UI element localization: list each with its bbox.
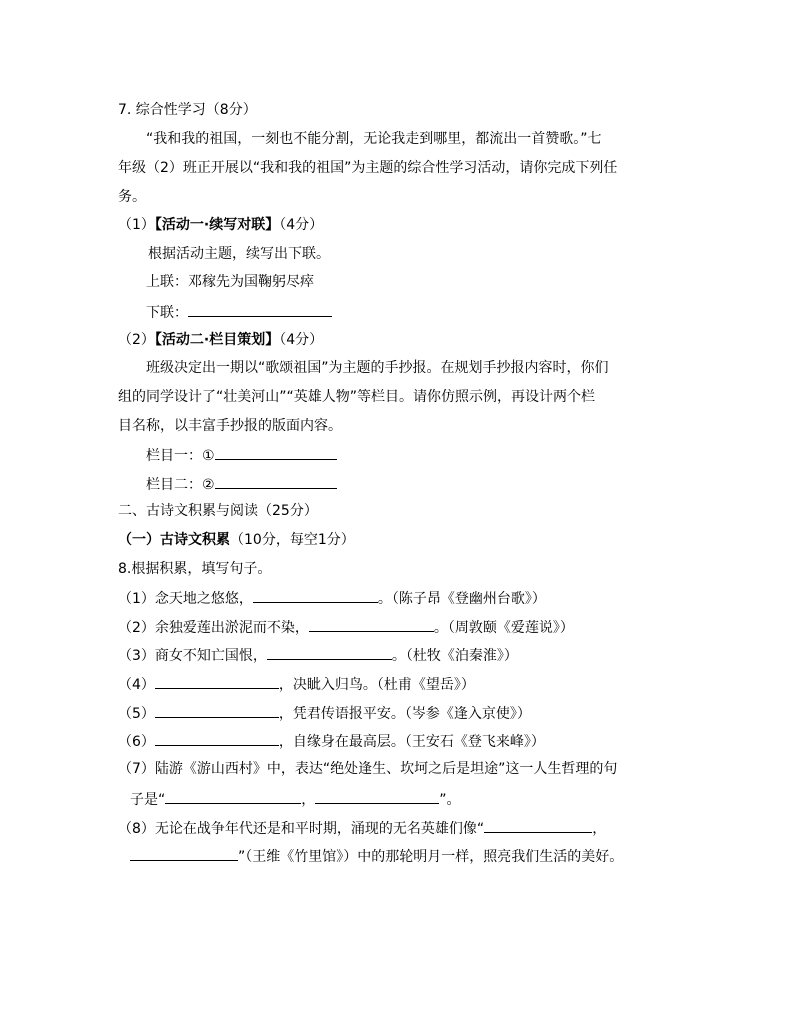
lower-couplet-blank[interactable] (188, 301, 332, 317)
column-1-blank[interactable] (215, 444, 337, 460)
q8-item-7-line-1 (118, 759, 617, 779)
q8-item-3-post: 。（杜牧《泊秦淮》） (391, 648, 518, 664)
q8-item-7-label: （7） (118, 761, 155, 777)
q7-intro-line-1: “我和我的祖国，一刻也不能分割，无论我走到哪里，都流出一首赞歌。”七 (146, 131, 602, 147)
q8-item-1-label: （1） (118, 591, 155, 607)
q8-item-6 (118, 730, 545, 752)
section2-subheading: （一）古诗文积累 (118, 532, 230, 548)
section2-subscore: （10分，每空1分） (230, 532, 355, 548)
q7-part1-lower-label: 下联： (146, 305, 188, 321)
q8-item-3-label: （3） (118, 648, 155, 664)
q7-part1-instruction: 根据活动主题，续写出下联。 (148, 246, 330, 262)
column-2-blank[interactable] (215, 473, 337, 489)
q8-item-2-pre: 余独爱莲出淤泥而不染， (154, 620, 309, 636)
q7-part2-label: （2） (118, 332, 155, 348)
q8-item-5-label: （5） (118, 706, 155, 722)
q8-item-6-label: （6） (118, 734, 155, 750)
q8-item-7-line-2 (130, 788, 461, 810)
q7-part2-text-2: 组的同学设计了“壮美河山”“英雄人物”等栏目。请你仿照示例，再设计两个栏 (118, 389, 596, 405)
q7-title: 7. 综合性学习（8分） (118, 102, 257, 118)
q8-item-7-line2-mid: ， (301, 792, 316, 808)
q8-item-6-blank[interactable] (155, 730, 279, 746)
q8-item-8-blank-1[interactable] (484, 817, 592, 833)
q8-item-1-pre: 念天地之悠悠， (154, 591, 253, 607)
q7-part1-heading: 【活动一·续写对联】 (154, 217, 280, 233)
q8-item-8-line-2 (130, 845, 623, 867)
section2-title: 二、古诗文积累与阅读（25分） (118, 503, 318, 519)
q8-item-2-post: 。（周敦颐《爱莲说》） (433, 620, 574, 636)
q8-item-7-line2-post: ”。 (439, 792, 461, 808)
q8-item-4-label: （4） (118, 677, 155, 693)
q8-item-4-post: ，决眦入归鸟。（杜甫《望岳》） (278, 677, 475, 693)
q8-item-7-blank-1[interactable] (165, 788, 301, 804)
q7-part2-column-2-label: 栏目二：② (146, 477, 215, 493)
q8-item-1-post: 。（陈子昂《登幽州台歌》） (377, 591, 546, 607)
q8-item-8-label: （8） (118, 821, 155, 837)
q7-part2-score: （4分） (279, 332, 324, 348)
q7-part1-upper-couplet: 上联：邓稼先为国鞠躬尽瘁 (146, 274, 314, 290)
q8-item-7-text: 陆游《游山西村》中，表达“绝处逢生、坎坷之后是坦途”这一人生哲理的句 (154, 761, 618, 777)
q8-item-8-line-1 (118, 817, 606, 839)
q8-item-5-blank[interactable] (155, 702, 279, 718)
q8-item-1 (118, 587, 546, 609)
q8-item-2 (118, 616, 574, 638)
q8-item-8-blank-2[interactable] (130, 845, 238, 861)
q8-item-8-text: 无论在战争年代还是和平时期，涌现的无名英雄们像“ (154, 821, 485, 837)
q8-item-8-text-end: ， (592, 821, 607, 837)
q7-part2-text-1: 班级决定出一期以“歌颂祖国”为主题的手抄报。在规划手抄报内容时，你们 (146, 360, 609, 376)
q7-part1-heading-line (118, 215, 323, 235)
q7-intro-line-3: 务。 (118, 189, 146, 205)
q7-part2-heading-line (118, 330, 323, 350)
q7-part2-column-2-line (146, 473, 337, 495)
q8-item-3-blank[interactable] (267, 644, 392, 660)
q8-item-2-label: （2） (118, 620, 155, 636)
section2-subheading-line (118, 530, 355, 550)
q8-item-3-pre: 商女不知亡国恨， (154, 648, 267, 664)
q7-part2-column-1-line (146, 444, 337, 466)
q8-item-1-blank[interactable] (253, 587, 378, 603)
q7-part2-text-3: 目名称，以丰富手抄报的版面内容。 (118, 418, 342, 434)
q8-item-7-blank-2[interactable] (315, 788, 439, 804)
q8-item-4 (118, 673, 475, 695)
q8-item-3 (118, 644, 518, 666)
q7-part2-column-1-label: 栏目一：① (146, 448, 215, 464)
q8-item-2-blank[interactable] (309, 616, 434, 632)
q8-item-5 (118, 702, 531, 724)
q8-item-6-post: ，自缘身在最高层。（王安石《登飞来峰》） (278, 734, 545, 750)
q8-item-8-line2-post: ”（王维《竹里馆》）中的那轮明月一样，照亮我们生活的美好。 (238, 849, 624, 865)
q7-part1-label: （1） (118, 217, 155, 233)
q7-part2-heading: 【活动二·栏目策划】 (154, 332, 280, 348)
q7-part1-lower-couplet-line (146, 301, 332, 323)
q7-intro-line-2: 年级（2）班正开展以“我和我的祖国”为主题的综合性学习活动，请你完成下列任 (118, 160, 618, 176)
q7-part1-score: （4分） (279, 217, 324, 233)
q8-title: 8.根据积累，填写句子。 (118, 561, 272, 577)
q8-item-7-line2-pre: 子是“ (130, 792, 166, 808)
q8-item-4-blank[interactable] (155, 673, 279, 689)
q8-item-5-post: ，凭君传语报平安。（岑参《逢入京使》） (278, 706, 531, 722)
